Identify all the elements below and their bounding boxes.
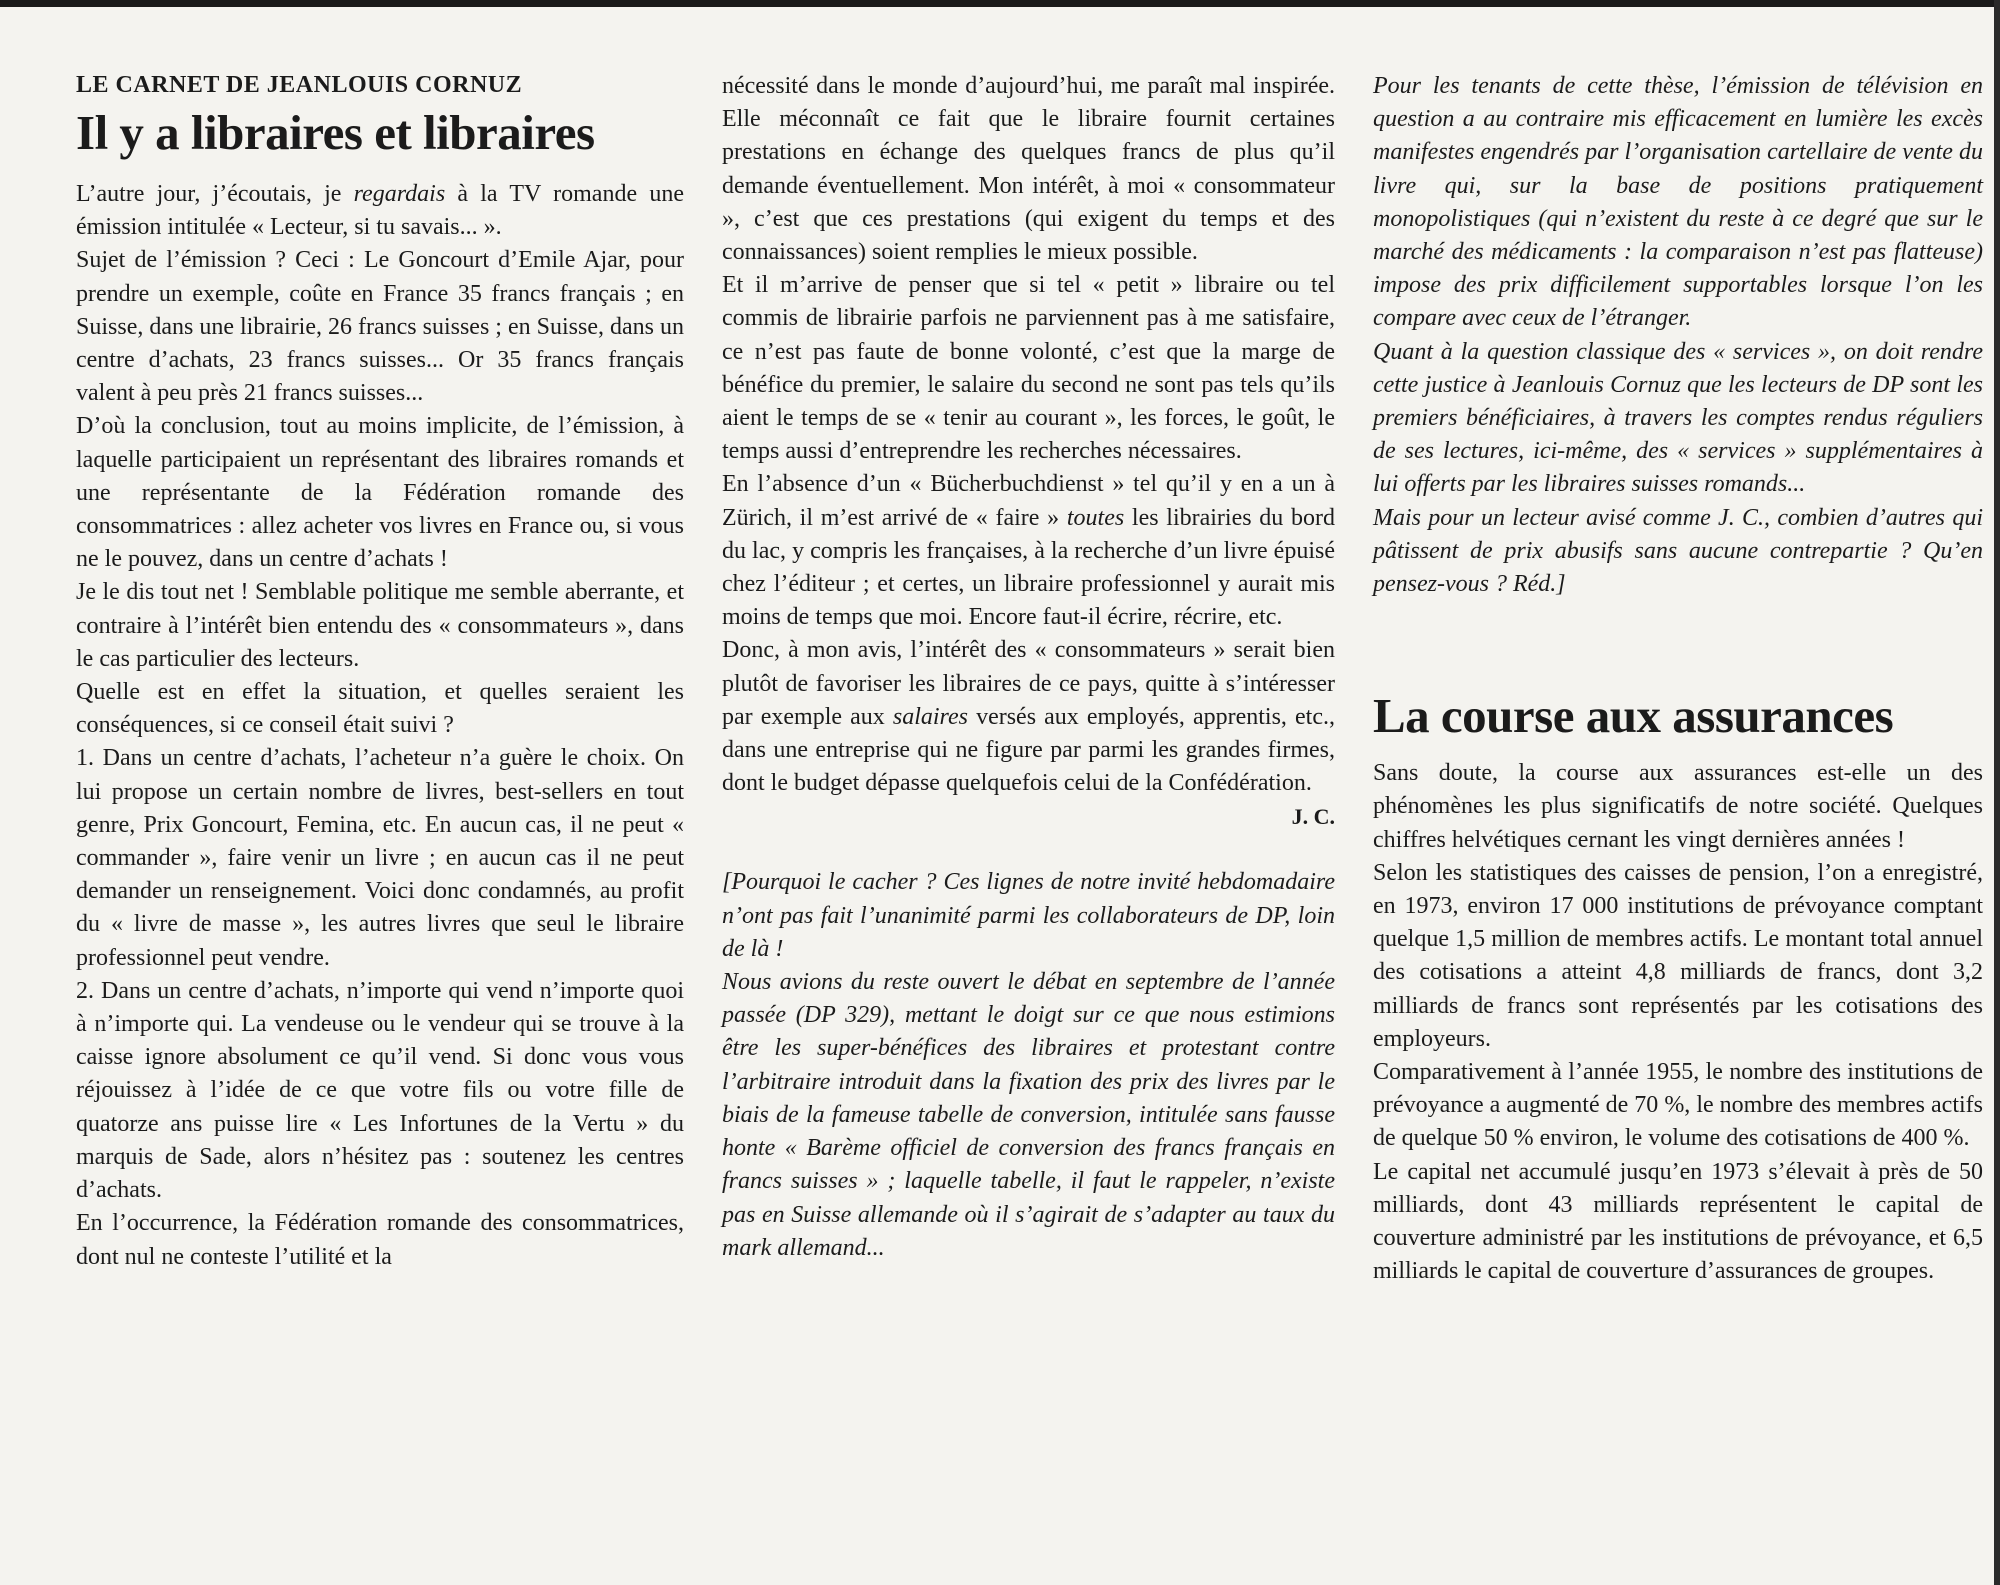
- editorial-note-paragraph: [Pourquoi le cacher ? Ces lignes de notre invité hebdomadaire n’ont pas fait l’unanimité parmi les collaborateurs de DP, loin de là !: [722, 869, 1335, 962]
- page-right-edge: [1994, 0, 2000, 1585]
- article-paragraph: Et il m’arrive de penser que si tel « petit » libraire ou tel commis de librairie parfois ne parviennent pas à me satisfaire, ce n’est pas faute de bonne volonté, c’est que la marge de bénéfice du premier, le salaire du second ne sont pas tels qu’ils aient le temps de se « tenir au courant », les forces, le goût, le temps aussi d’entreprendre les recherches nécessaires.: [722, 272, 1335, 465]
- column-1: [76, 70, 684, 1274]
- spacer: [1373, 601, 1983, 685]
- article-paragraph: En l’occurrence, la Fédération romande des consommatrices, dont nul ne conteste l’utilité et la: [76, 1210, 684, 1270]
- article-paragraph: Donc, à mon avis, l’intérêt des « consommateurs » serait bien plutôt de favoriser les libraires de ce pays, quitte à s’intéresser par exemple aux salaires versés aux employés, apprentis, etc., dans une entreprise qui ne figure par parmi les grandes firmes, dont le budget dépasse quelquefois celui de la Confédération.: [722, 637, 1335, 797]
- article-paragraph: nécessité dans le monde d’aujourd’hui, me paraît mal inspirée. Elle méconnaît ce fait que le libraire fournit certaines prestations en échange des quelques francs de plus qu’il demande éventuellement. Mon intérêt, à moi « consommateur », c’est que ces prestations (qui exigent du temps et des connaissances) soient remplies le mieux possible.: [722, 73, 1335, 266]
- article-title: Il y a libraires et libraires: [76, 105, 595, 160]
- article-paragraph: 1. Dans un centre d’achats, l’acheteur n’a guère le choix. On lui propose un certain nombre de livres, best-sellers en tout genre, Prix Goncourt, Femina, etc. En aucun cas, il ne peut « commander », faire venir un livre ; en aucun cas il ne peut demander un renseignement. Voici donc condamnés, au profit du « livre de masse », les autres livres que seul le libraire professionnel peut vendre.: [76, 745, 684, 971]
- article2-title: La course aux assurances: [1373, 688, 1894, 744]
- editorial-note-paragraph: Quant à la question classique des « services », on doit rendre cette justice à Jeanlouis Cornuz que les lecteurs de DP sont les premiers bénéficiaires, à travers les comptes rendus réguliers de ses lectures, ici-même, des « services » supplémentaires à lui offerts par les libraires suisses romands...: [1373, 338, 1983, 498]
- spacer: [722, 833, 1335, 866]
- article2-paragraph: Comparativement à l’année 1955, le nombre des institutions de prévoyance a augmenté de 70 %, le nombre des membres actifs de quelque 50 % environ, le volume des cotisations de 400 %.: [1373, 1059, 1983, 1152]
- editorial-note-paragraph: Pour les tenants de cette thèse, l’émission de télévision en question a au contraire mis efficacement en lumière les excès manifestes engendrés par l’organisation cartellaire de vente du livre qui, sur la base de positions pratiquement monopolistiques (qui n’existent du reste à ce degré que sur le marché des médicaments : la comparaison n’est pas flatteuse) impose des prix difficilement supportables lorsque l’on les compare avec ceux de l’étranger.: [1373, 73, 1983, 332]
- column-3: [1373, 70, 1983, 1289]
- article-paragraph: En l’absence d’un « Bücherbuchdienst » tel qu’il y en a un à Zürich, il m’est arrivé de « faire » toutes les librairies du bord du lac, y compris les françaises, à la recherche d’un livre épuisé chez l’éditeur ; et certes, un libraire professionnel y aurait mis moins de temps que moi. Encore faut-il écrire, récrire, etc.: [722, 471, 1335, 631]
- article-paragraph: L’autre jour, j’écoutais, je regardais à la TV romande une émission intitulée « Lecteur, si tu savais... ».: [76, 181, 684, 241]
- page-top-rule: [0, 0, 2000, 7]
- author-signature: J. C.: [1291, 804, 1335, 830]
- article2-paragraph: Le capital net accumulé jusqu’en 1973 s’élevait à près de 50 milliards, dont 43 milliards représentent le capital de couverture administré par les institutions de prévoyance, et 6,5 milliards le capital de couverture d’assurances de groupes.: [1373, 1158, 1983, 1285]
- article-paragraph: Je le dis tout net ! Semblable politique me semble aberrante, et contraire à l’intérêt bien entendu des « consommateurs », dans le cas particulier des lecteurs.: [76, 579, 684, 672]
- column-2: [722, 70, 1335, 1265]
- article-paragraph: Sujet de l’émission ? Ceci : Le Goncourt d’Emile Ajar, pour prendre un exemple, coûte en France 35 francs français ; en Suisse, dans une librairie, 26 francs suisses ; en Suisse, dans un centre d’achats, 23 francs suisses... Or 35 francs français valent à peu près 21 francs suisses...: [76, 247, 684, 407]
- editorial-note-paragraph: Mais pour un lecteur avisé comme J. C., combien d’autres qui pâtissent de prix abusifs sans aucune contrepartie ? Qu’en pensez-vous ? Réd.]: [1373, 504, 1983, 598]
- article2-paragraph: Sans doute, la course aux assurances est-elle un des phénomènes les plus significatifs de notre société. Quelques chiffres helvétiques cernant les vingt dernières années !: [1373, 760, 1983, 853]
- editorial-note-paragraph: Nous avions du reste ouvert le débat en septembre de l’année passée (DP 329), mettant le doigt sur ce que nous estimions être les super-bénéfices des libraires et protestant contre l’arbitraire introduit dans la fixation des prix des livres par le biais de la fameuse tabelle de conversion, intitulée sans fausse honte « Barème officiel de conversion des francs français en francs suisses » ; laquelle tabelle, il faut le rappeler, n’existe pas en Suisse allemande où il s’agirait de s’adapter au taux du mark allemand...: [722, 969, 1335, 1261]
- article-paragraph: D’où la conclusion, tout au moins implicite, de l’émission, à laquelle participaient un représentant des libraires romands et une représentante de la Fédération romande des consommatrices : allez acheter vos livres en France ou, si vous ne le pouvez, dans un centre d’achats !: [76, 413, 684, 573]
- article-paragraph: 2. Dans un centre d’achats, n’importe qui vend n’importe quoi à n’importe qui. La vendeuse ou le vendeur qui se trouve à la caisse ignore absolument ce qu’il vend. Si donc vous vous réjouissez à l’idée de ce que votre fils ou votre fille de quatorze ans puisse lire « Les Infortunes de la Vertu » du marquis de Sade, alors n’hésitez pas : soutenez les centres d’achats.: [76, 977, 684, 1204]
- article2-paragraph: Selon les statistiques des caisses de pension, l’on a enregistré, en 1973, environ 17 000 institutions de prévoyance comptant quelque 1,5 million de membres actifs. Le montant total annuel des cotisations a atteint 4,8 milliards de francs, dont 3,2 milliards de francs sont représentés par les cotisations des employeurs.: [1373, 859, 1983, 1052]
- article-paragraph: Quelle est en effet la situation, et quelles seraient les conséquences, si ce conseil était suivi ?: [76, 679, 684, 739]
- article-kicker: LE CARNET DE JEANLOUIS CORNUZ: [76, 72, 523, 98]
